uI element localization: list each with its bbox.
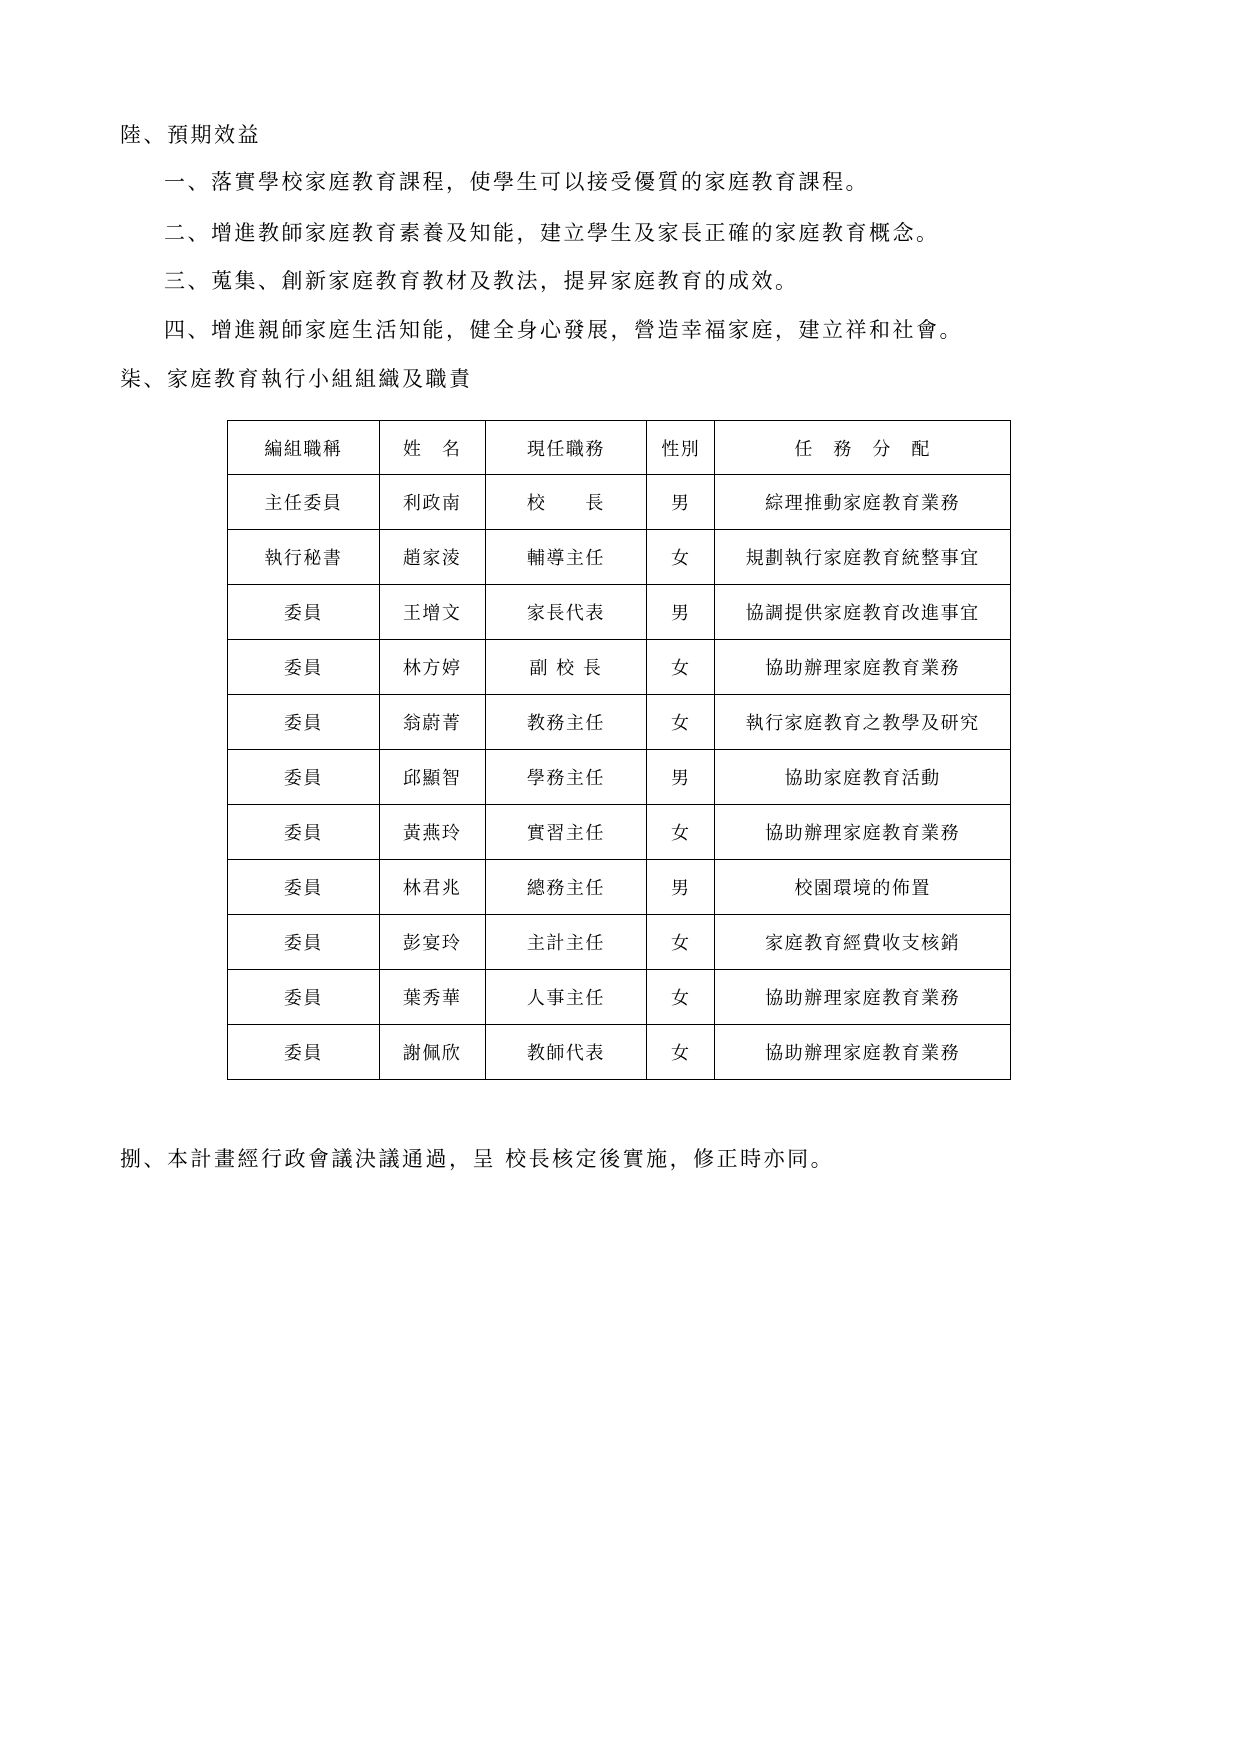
cell-position: 總務主任 <box>485 860 647 915</box>
cell-duties: 協助辦理家庭教育業務 <box>715 805 1011 860</box>
cell-duties: 校園環境的佈置 <box>715 860 1011 915</box>
cell-name: 邱顯智 <box>379 750 485 805</box>
cell-role: 委員 <box>228 915 380 970</box>
benefit-item-4: 四、增進親師家庭生活知能，健全身心發展，營造幸福家庭，建立祥和社會。 <box>164 318 963 342</box>
table-row <box>228 970 1011 1025</box>
cell-role: 委員 <box>228 695 380 750</box>
cell-name: 彭宴玲 <box>379 915 485 970</box>
cell-role: 執行秘書 <box>228 530 380 585</box>
cell-name: 黃燕玲 <box>379 805 485 860</box>
cell-gender: 女 <box>647 640 715 695</box>
cell-gender: 男 <box>647 750 715 805</box>
cell-role: 委員 <box>228 805 380 860</box>
benefit-item-2: 二、增進教師家庭教育素養及知能，建立學生及家長正確的家庭教育概念。 <box>164 221 940 245</box>
committee-table <box>227 420 1011 1080</box>
table-row <box>228 585 1011 640</box>
section-7-heading: 柒、家庭教育執行小組組織及職責 <box>120 367 473 391</box>
section-6-heading: 陸、預期效益 <box>120 123 261 147</box>
table-row <box>228 475 1011 530</box>
header-gender: 性別 <box>647 421 715 475</box>
section-8-text: 捌、本計畫經行政會議決議通過，呈 校長核定後實施，修正時亦同。 <box>120 1147 835 1171</box>
cell-name: 謝佩欣 <box>379 1025 485 1080</box>
cell-role: 主任委員 <box>228 475 380 530</box>
cell-name: 葉秀華 <box>379 970 485 1025</box>
cell-position: 輔導主任 <box>485 530 647 585</box>
cell-duties: 協助辦理家庭教育業務 <box>715 1025 1011 1080</box>
table-header-row <box>228 421 1011 475</box>
cell-gender: 男 <box>647 585 715 640</box>
cell-position: 實習主任 <box>485 805 647 860</box>
cell-duties: 協助家庭教育活動 <box>715 750 1011 805</box>
cell-duties: 家庭教育經費收支核銷 <box>715 915 1011 970</box>
cell-role: 委員 <box>228 585 380 640</box>
cell-duties: 規劃執行家庭教育統整事宜 <box>715 530 1011 585</box>
cell-name: 利政南 <box>379 475 485 530</box>
cell-position: 教師代表 <box>485 1025 647 1080</box>
cell-duties: 協調提供家庭教育改進事宜 <box>715 585 1011 640</box>
cell-name: 林君兆 <box>379 860 485 915</box>
cell-position: 主計主任 <box>485 915 647 970</box>
cell-gender: 女 <box>647 1025 715 1080</box>
table-row <box>228 805 1011 860</box>
table-row <box>228 1025 1011 1080</box>
cell-gender: 男 <box>647 475 715 530</box>
cell-position: 教務主任 <box>485 695 647 750</box>
cell-role: 委員 <box>228 1025 380 1080</box>
header-duties: 任 務 分 配 <box>715 421 1011 475</box>
cell-name: 翁蔚菁 <box>379 695 485 750</box>
cell-gender: 女 <box>647 805 715 860</box>
cell-gender: 女 <box>647 915 715 970</box>
cell-role: 委員 <box>228 860 380 915</box>
header-position: 現任職務 <box>485 421 647 475</box>
cell-position: 校 長 <box>485 475 647 530</box>
benefit-item-1: 一、落實學校家庭教育課程，使學生可以接受優質的家庭教育課程。 <box>164 170 869 194</box>
cell-name: 趙家淩 <box>379 530 485 585</box>
header-role: 編組職稱 <box>228 421 380 475</box>
benefit-item-3: 三、蒐集、創新家庭教育教材及教法，提昇家庭教育的成效。 <box>164 269 799 293</box>
cell-position: 家長代表 <box>485 585 647 640</box>
cell-role: 委員 <box>228 970 380 1025</box>
cell-name: 林方婷 <box>379 640 485 695</box>
cell-duties: 協助辦理家庭教育業務 <box>715 970 1011 1025</box>
header-name: 姓 名 <box>379 421 485 475</box>
cell-gender: 男 <box>647 860 715 915</box>
table-row <box>228 860 1011 915</box>
cell-name: 王增文 <box>379 585 485 640</box>
cell-gender: 女 <box>647 695 715 750</box>
table-row <box>228 695 1011 750</box>
table-row <box>228 750 1011 805</box>
cell-position: 副 校 長 <box>485 640 647 695</box>
table-row <box>228 915 1011 970</box>
cell-gender: 女 <box>647 970 715 1025</box>
table-row <box>228 530 1011 585</box>
cell-duties: 綜理推動家庭教育業務 <box>715 475 1011 530</box>
cell-position: 學務主任 <box>485 750 647 805</box>
cell-role: 委員 <box>228 750 380 805</box>
cell-position: 人事主任 <box>485 970 647 1025</box>
cell-gender: 女 <box>647 530 715 585</box>
cell-duties: 執行家庭教育之教學及研究 <box>715 695 1011 750</box>
cell-duties: 協助辦理家庭教育業務 <box>715 640 1011 695</box>
table-row <box>228 640 1011 695</box>
cell-role: 委員 <box>228 640 380 695</box>
